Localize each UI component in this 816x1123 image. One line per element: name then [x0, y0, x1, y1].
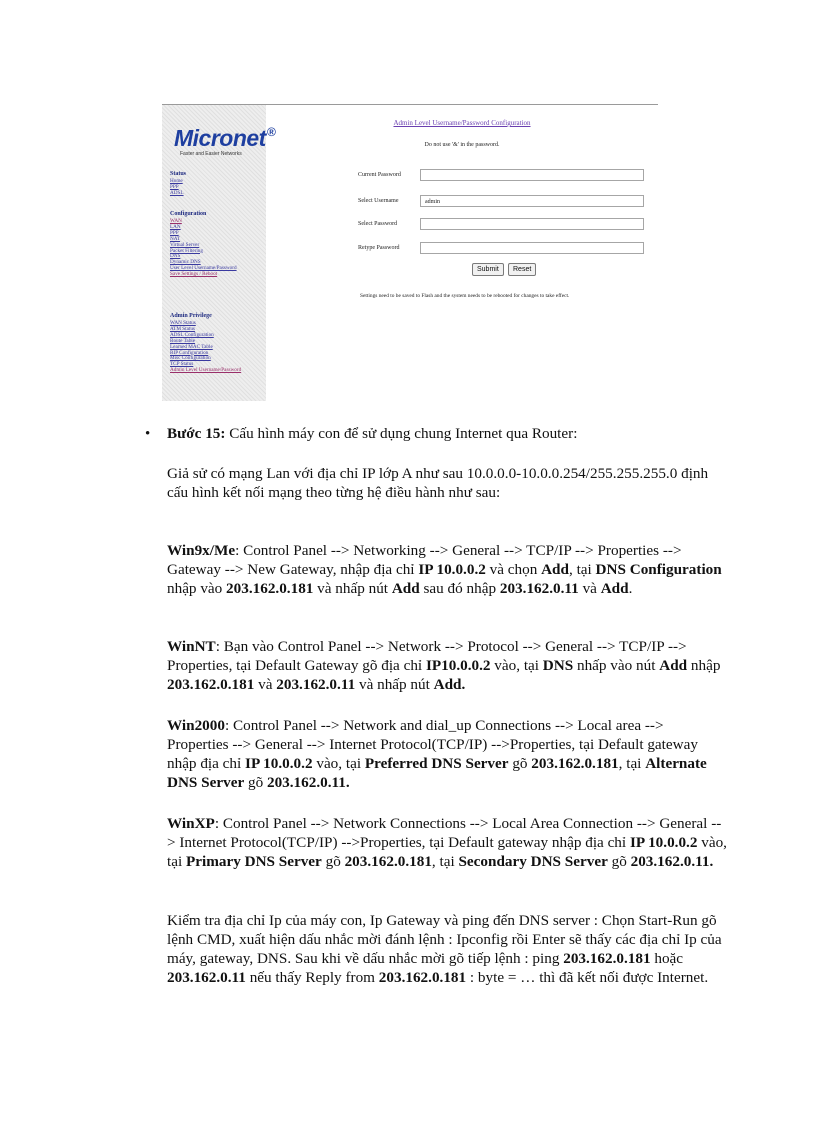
sidebar-link[interactable]: Misc Configuration	[170, 355, 211, 362]
bold-run: 203.162.0.181	[226, 580, 314, 597]
bold-run: Add	[541, 561, 569, 578]
text-run: vào, tại	[490, 657, 543, 674]
text-run: , tại	[431, 853, 459, 870]
field-select-password	[358, 218, 648, 232]
sidebar-link[interactable]: PPP	[170, 183, 179, 190]
sidebar-link[interactable]: TCP Status	[170, 361, 194, 368]
bold-run: Add.	[433, 676, 466, 693]
text-run: , tại	[568, 561, 596, 578]
sidebar-link[interactable]: Save Settings / Reboot	[170, 271, 218, 278]
text-run: nếu thấy Reply from	[245, 969, 379, 986]
config-title: Admin Level Username/Password Configuration	[393, 119, 531, 127]
text-run: và chọn	[485, 561, 542, 578]
bold-run: Alternate DNS Server	[167, 755, 707, 791]
bold-run: 203.162.0.11	[276, 676, 356, 693]
config-note: Do not use '&' in the password.	[424, 142, 500, 148]
field-select-username	[358, 195, 648, 209]
text-run: gõ	[321, 853, 345, 870]
text-run: vào, tại	[167, 834, 727, 870]
step-heading	[167, 424, 727, 443]
field-label: Current Password	[358, 172, 401, 178]
bold-run: Preferred DNS Server	[364, 755, 509, 772]
check-paragraph	[167, 911, 727, 987]
bold-run: 203.162.0.181	[531, 755, 619, 772]
text-run: : Control Panel --> Network and dial_up Connections --> Local area --> Properties --> General --> Internet Protocol(TCP/IP) -->Properties, tại Default gateway nhập địa chỉ	[167, 717, 698, 772]
sidebar-link[interactable]: ADSL Configuration	[170, 331, 214, 338]
bold-run: 203.162.0.181	[344, 853, 432, 870]
bold-run: Primary DNS Server	[185, 853, 322, 870]
bold-run: Add	[600, 580, 629, 597]
text-run: vào, tại	[312, 755, 365, 772]
text-run: hoặc	[650, 950, 684, 967]
text-run: : Control Panel --> Network Connections --> Local Area Connection --> General --> Internet Protocol(TCP/IP) -->Properties, tại Default gateway nhập địa chỉ	[167, 815, 722, 851]
bold-run: 203.162.0.181	[563, 950, 651, 967]
text-run: nhập vào	[167, 580, 227, 597]
text-run: và	[254, 676, 277, 693]
bold-run: IP 10.0.0.2	[245, 755, 313, 772]
field-label: Select Username	[358, 198, 399, 204]
sidebar-link[interactable]: Packet Filtering	[170, 247, 203, 254]
sidebar-group-status	[170, 179, 184, 197]
sidebar-group-admin	[170, 321, 241, 374]
bold-run: Add	[391, 580, 420, 597]
text-run: và	[578, 580, 601, 597]
text-run: nhập	[687, 657, 721, 674]
sidebar-section-admin: Admin Privilege	[170, 313, 212, 319]
bold-run: 203.162.0.11	[499, 580, 579, 597]
text-run: .	[628, 580, 633, 597]
sidebar-link[interactable]: NAT	[170, 235, 181, 242]
text-run: : Bạn vào Control Panel --> Network --> Protocol --> General --> TCP/IP --> Properties, tại Default Gateway gõ địa chỉ	[167, 638, 687, 674]
bold-run: 203.162.0.11.	[266, 774, 350, 791]
sidebar-section-configuration: Configuration	[170, 211, 207, 217]
sidebar-link[interactable]: Admin Level Username/Password	[170, 367, 242, 374]
sidebar-link[interactable]: Learned MAC Table	[170, 343, 213, 350]
sidebar-link[interactable]: PPP	[170, 229, 179, 236]
field-retype-password	[358, 242, 648, 256]
text-run: : byte = … thì đã kết nối được Internet.	[466, 969, 709, 986]
username-input[interactable]: admin	[420, 195, 644, 207]
bold-run: IP 10.0.0.2	[629, 834, 698, 851]
bold-run: 203.162.0.11.	[630, 853, 714, 870]
text-run: : Control Panel --> Networking --> General --> TCP/IP --> Properties --> Gateway --> New Gateway, nhập địa chỉ	[167, 542, 682, 578]
step-text: Cấu hình máy con để sử dụng chung Internet qua Router:	[225, 425, 578, 442]
logo-tagline: Faster and Easier Networks	[180, 151, 242, 157]
text-run: và nhấp nút	[313, 580, 392, 597]
sidebar-link[interactable]: Dynamic DNS	[170, 259, 201, 266]
winxp-paragraph	[167, 814, 727, 871]
bold-run: 203.162.0.181	[167, 676, 255, 693]
sidebar-link[interactable]: ADSL	[170, 189, 184, 196]
bold-run: 203.162.0.11	[167, 969, 246, 986]
text-run: sau đó nhập	[419, 580, 500, 597]
submit-button[interactable]: Submit	[472, 263, 504, 276]
sidebar-link[interactable]: WAN Status	[170, 320, 196, 326]
sidebar-link[interactable]: RIP Configuration	[170, 349, 209, 356]
router-config-panel	[266, 105, 658, 401]
reset-button[interactable]: Reset	[508, 263, 536, 276]
field-label: Select Password	[358, 221, 398, 227]
sidebar-link[interactable]: Route Table	[170, 337, 196, 344]
winnt-paragraph	[167, 637, 727, 694]
text-run: và nhấp nút	[355, 676, 434, 693]
os-name: WinXP	[167, 815, 215, 832]
text-run: gõ	[244, 774, 267, 791]
sidebar-section-status: Status	[170, 171, 187, 177]
bold-run: IP 10.0.0.2	[418, 561, 486, 578]
os-name: Win2000	[167, 717, 225, 734]
router-config-screenshot	[162, 104, 658, 401]
field-label: Retype Password	[358, 245, 400, 251]
os-name: WinNT	[167, 638, 216, 655]
retype-password-input[interactable]	[420, 242, 644, 254]
bold-run: 203.162.0.181	[378, 969, 467, 986]
router-sidebar	[162, 105, 276, 401]
sidebar-link[interactable]: ATM Status	[170, 325, 195, 332]
bold-run: Add	[659, 657, 688, 674]
sidebar-link[interactable]: DNS	[170, 253, 181, 260]
text-run: Kiểm tra địa chỉ Ip của máy con, Ip Gateway và ping đến DNS server : Chọn Start-Run gõ lệnh CMD, xuất hiện dấu nhắc mời đánh lệnh : Ipconfig rồi Enter sẽ thấy các địa chỉ Ip của máy, gateway, DNS. Sau khi về dấu nhắc mời gõ tiếp lệnh : ping	[167, 912, 722, 967]
new-password-input[interactable]	[420, 218, 644, 230]
sidebar-link[interactable]: Virtual Server	[170, 241, 200, 248]
text-run: gõ	[508, 755, 532, 772]
bold-run: IP10.0.0.2	[425, 657, 491, 674]
bold-run: DNS Configuration	[595, 561, 722, 578]
text-run: , tại	[618, 755, 646, 772]
field-current-password	[358, 169, 648, 183]
intro-paragraph: Giả sử có mạng Lan với địa chỉ IP lớp A như sau 10.0.0.0-10.0.0.254/255.255.255.0 định cấu hình kết nối mạng theo từng hệ điều hành như sau:	[167, 465, 709, 501]
text-run: nhấp vào nút	[573, 657, 660, 674]
step-label: Bước 15:	[167, 425, 226, 442]
current-password-input[interactable]	[420, 169, 644, 181]
sidebar-group-configuration	[170, 219, 237, 278]
bold-run: DNS	[542, 657, 574, 674]
sidebar-link[interactable]: Home	[170, 178, 183, 184]
sidebar-link[interactable]: LAN	[170, 223, 181, 230]
config-footer-note: Settings need to be saved to Flash and the system needs to be rebooted for changes to take effect.	[360, 293, 570, 299]
text-run: gõ	[607, 853, 631, 870]
win9x-paragraph	[167, 541, 727, 598]
sidebar-link[interactable]: WAN	[170, 218, 182, 224]
bold-run: Secondary DNS Server	[458, 853, 608, 870]
micronet-logo: Micronet®	[174, 125, 276, 151]
sidebar-link[interactable]: User Level Username/Password	[170, 265, 237, 272]
os-name: Win9x/Me	[167, 542, 236, 559]
win2000-paragraph	[167, 716, 727, 792]
bullet-marker: •	[145, 426, 151, 442]
